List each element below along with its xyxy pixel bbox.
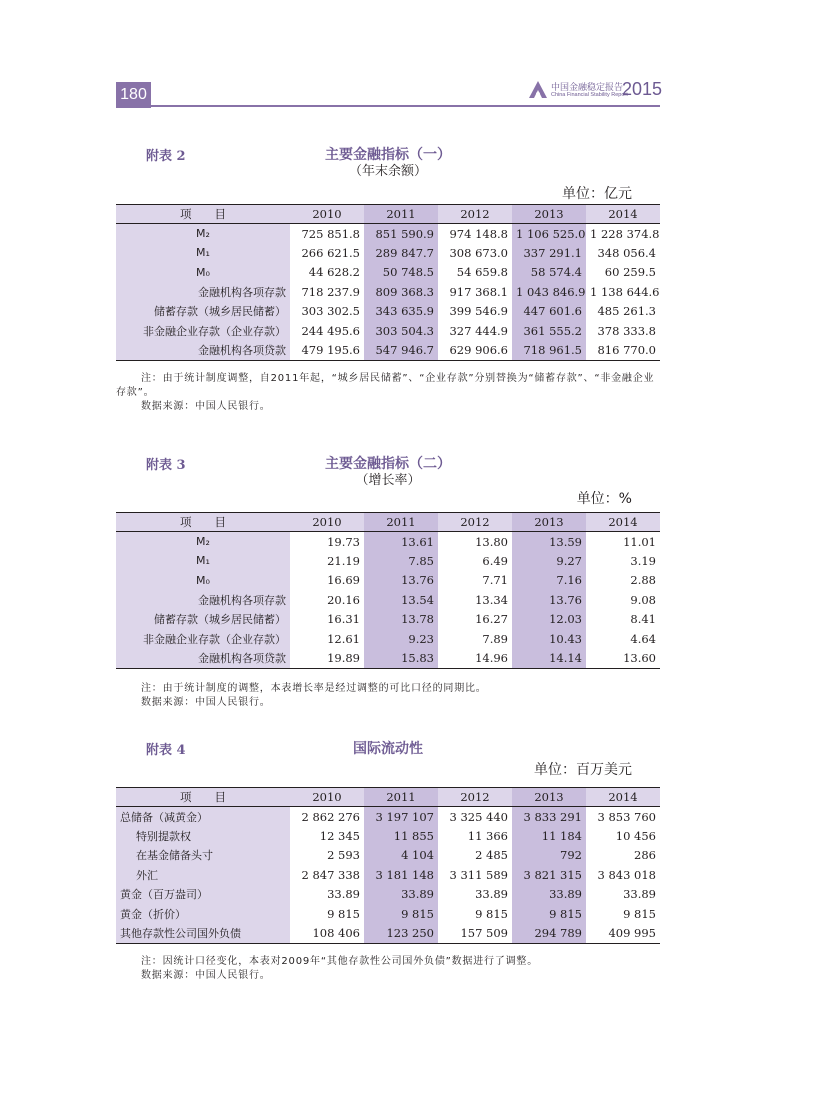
table-label: 附表 3 [146, 458, 186, 473]
report-year: 2015 [622, 79, 663, 99]
row-item: 特别提款权 [116, 826, 290, 846]
data-source-note: 数据来源：中国人民银行。 [141, 970, 271, 981]
table-cell: 14.96 [475, 651, 508, 665]
header-cell: 2013 [512, 205, 586, 224]
row-item: 非金融企业存款（企业存款） [116, 629, 290, 649]
table-cell: 3.19 [630, 553, 656, 568]
table-cell: 16.31 [327, 612, 360, 627]
table-cell: 294 789 [512, 924, 586, 944]
data-table [116, 204, 660, 361]
table-cell: 9 815 [623, 906, 656, 921]
table-cell: 44 628.2 [308, 265, 360, 280]
table-cell: 9 815 [364, 904, 438, 924]
table-cell: 3 843 018 [597, 867, 656, 882]
table-cell: 289 847.7 [364, 243, 438, 263]
table-unit: 单位：% [576, 491, 632, 507]
table-cell: 1 043 846.9 [512, 282, 586, 302]
table-cell: 7.89 [482, 631, 508, 646]
table-cell: 123 250 [364, 924, 438, 944]
header-cell: 项 目 [116, 788, 290, 807]
table-notes [116, 955, 660, 983]
header-cell: 2012 [438, 513, 512, 532]
table-unit: 单位：百万美元 [534, 762, 632, 778]
row-item: M₂ [116, 224, 290, 244]
table-cell: 816 770.0 [597, 343, 656, 357]
table-cell: 11 184 [512, 826, 586, 846]
table-cell: 16.27 [475, 612, 508, 627]
data-source-note: 数据来源：中国人民银行。 [141, 401, 271, 412]
row-item: 黄金（折价） [116, 904, 290, 924]
header-cell: 2010 [290, 205, 364, 224]
table-cell: 6.49 [482, 553, 508, 568]
table-cell: 3 311 589 [449, 867, 508, 882]
table-row [116, 826, 660, 846]
table-cell: 447 601.6 [512, 302, 586, 322]
table-cell: 10 456 [615, 828, 656, 843]
row-item: M₂ [116, 532, 290, 552]
row-item: 金融机构各项存款 [116, 282, 290, 302]
table-row [116, 571, 660, 591]
table-cell: 479 195.6 [301, 343, 360, 357]
table-title: 主要金融指标（二） [325, 456, 451, 472]
table-cell: 13.59 [512, 532, 586, 552]
table-cell: 718 961.5 [512, 341, 586, 361]
table-cell: 11 855 [364, 826, 438, 846]
data-table [116, 512, 660, 669]
table-row [116, 904, 660, 924]
table-cell: 286 [634, 848, 656, 863]
header-cell: 2010 [290, 513, 364, 532]
table-cell: 11.01 [623, 534, 656, 549]
header-cell: 2014 [586, 205, 660, 224]
table-cell: 9 815 [327, 906, 360, 921]
header-rule [116, 105, 660, 107]
table-cell: 1 106 525.0 [512, 224, 586, 244]
table-title: 国际流动性 [353, 741, 423, 757]
table-label: 附表 2 [146, 149, 186, 164]
table-cell: 33.89 [364, 885, 438, 905]
table-cell: 9.27 [512, 551, 586, 571]
table-cell: 3 853 760 [597, 809, 656, 824]
page-number: 180 [116, 82, 151, 108]
header-cell: 项 目 [116, 513, 290, 532]
table-cell: 718 237.9 [301, 284, 360, 299]
header-cell: 2011 [364, 513, 438, 532]
table-notes [116, 682, 660, 710]
table-cell: 54 659.8 [456, 265, 508, 280]
table-cell: 60 259.5 [604, 265, 656, 280]
table-cell: 378 333.8 [597, 323, 656, 338]
table-cell: 108 406 [312, 926, 360, 940]
table-cell: 327 444.9 [449, 323, 508, 338]
table-cell: 20.16 [327, 592, 360, 607]
table-cell: 337 291.1 [512, 243, 586, 263]
table-cell: 974 148.8 [449, 226, 508, 241]
table-cell: 3 197 107 [364, 807, 438, 827]
table-cell: 13.54 [364, 590, 438, 610]
table-cell: 2.88 [630, 573, 656, 588]
row-item: M₀ [116, 263, 290, 283]
table-row [116, 282, 660, 302]
table-cell: 19.73 [327, 534, 360, 549]
table-cell: 2 847 338 [301, 867, 360, 882]
table-row [116, 590, 660, 610]
table-cell: 348 056.4 [597, 245, 656, 260]
table-cell: 409 995 [608, 926, 656, 940]
row-item: 在基金储备头寸 [116, 846, 290, 866]
table-cell: 13.61 [364, 532, 438, 552]
data-table [116, 787, 660, 944]
header-cell: 2013 [512, 788, 586, 807]
table-cell: 15.83 [364, 649, 438, 669]
table-cell: 303 504.3 [364, 321, 438, 341]
table-cell: 11 366 [467, 828, 508, 843]
table-cell: 8.41 [630, 612, 656, 627]
table-cell: 9.08 [630, 592, 656, 607]
table-cell: 485 261.3 [597, 304, 656, 319]
row-item: 金融机构各项贷款 [116, 649, 290, 669]
table-header-row [116, 788, 660, 807]
table-cell: 7.85 [364, 551, 438, 571]
header-cell: 2011 [364, 788, 438, 807]
table-cell: 1 228 374.8 [590, 226, 660, 241]
report-title-cn: 中国金融稳定报告 [551, 83, 624, 93]
row-item: M₁ [116, 551, 290, 571]
table-subtitle: （增长率） [355, 473, 421, 488]
header-cell: 2010 [290, 788, 364, 807]
table-cell: 9 815 [475, 906, 508, 921]
row-item: 储蓄存款（城乡居民储蓄） [116, 302, 290, 322]
table-cell: 13.60 [623, 651, 656, 665]
table-cell: 14.14 [512, 649, 586, 669]
table-cell: 21.19 [327, 553, 360, 568]
table-cell: 13.76 [512, 590, 586, 610]
table-header-row [116, 205, 660, 224]
table-subtitle: （年末余额） [348, 164, 427, 179]
table-row [116, 865, 660, 885]
table-label: 附表 4 [146, 743, 186, 758]
table-cell: 3 821 315 [512, 865, 586, 885]
header-cell: 2011 [364, 205, 438, 224]
table-cell: 13.78 [364, 610, 438, 630]
table-row [116, 649, 660, 669]
row-item: 外汇 [116, 865, 290, 885]
table-row [116, 924, 660, 944]
table-cell: 13.80 [475, 534, 508, 549]
table-title: 主要金融指标（一） [325, 147, 451, 163]
table-cell: 33.89 [512, 885, 586, 905]
table-cell: 50 748.5 [364, 263, 438, 283]
table-notes [116, 372, 660, 414]
table-note: 注：因统计口径变化，本表对2009年“其他存款性公司国外负债”数据进行了调整。 [141, 956, 539, 967]
table-cell: 2 862 276 [301, 809, 360, 824]
table-cell: 2 593 [327, 848, 360, 863]
table-cell: 58 574.4 [512, 263, 586, 283]
table-unit: 单位：亿元 [562, 186, 632, 202]
table-cell: 12.03 [512, 610, 586, 630]
table-row [116, 846, 660, 866]
table-row [116, 610, 660, 630]
table-row [116, 321, 660, 341]
row-item: 黄金（百万盎司） [116, 885, 290, 905]
table-cell: 7.71 [482, 573, 508, 588]
table-row [116, 532, 660, 552]
table-cell: 9 815 [512, 904, 586, 924]
table-cell: 3 833 291 [512, 807, 586, 827]
table-cell: 33.89 [623, 887, 656, 902]
table-cell: 343 635.9 [364, 302, 438, 322]
table-row [116, 341, 660, 361]
table-cell: 9.23 [364, 629, 438, 649]
table-cell: 16.69 [327, 573, 360, 588]
data-source-note: 数据来源：中国人民银行。 [141, 697, 271, 708]
table-row [116, 224, 660, 244]
table-cell: 7.16 [512, 571, 586, 591]
table-cell: 1 138 644.6 [590, 284, 660, 299]
row-item: M₀ [116, 571, 290, 591]
table-cell: 809 368.3 [364, 282, 438, 302]
table-cell: 3 181 148 [364, 865, 438, 885]
row-item: M₁ [116, 243, 290, 263]
table-cell: 629 906.6 [449, 343, 508, 357]
table-cell: 12.61 [327, 631, 360, 646]
row-item: 储蓄存款（城乡居民储蓄） [116, 610, 290, 630]
header-cell: 2012 [438, 205, 512, 224]
table-cell: 33.89 [475, 887, 508, 902]
table-cell: 851 590.9 [364, 224, 438, 244]
table-cell: 3 325 440 [449, 809, 508, 824]
header-cell: 2014 [586, 513, 660, 532]
table-cell: 725 851.8 [301, 226, 360, 241]
table-cell: 19.89 [327, 651, 360, 665]
table-header-row [116, 513, 660, 532]
report-title-en: China Financial Stability Report [551, 92, 628, 98]
table-cell: 2 485 [475, 848, 508, 863]
table-row [116, 885, 660, 905]
table-cell: 33.89 [327, 887, 360, 902]
table-note: 注：由于统计制度调整，自2011年起，“城乡居民储蓄”、“企业存款”分别替换为“储蓄存款”、“非金融企业存款”。 [116, 373, 655, 398]
report-logo-icon [527, 79, 549, 101]
table-cell: 12 345 [319, 828, 360, 843]
row-item: 金融机构各项存款 [116, 590, 290, 610]
table-note: 注：由于统计制度的调整，本表增长率是经过调整的可比口径的同期比。 [141, 683, 487, 694]
table-cell: 547 946.7 [364, 341, 438, 361]
table-row [116, 551, 660, 571]
table-cell: 399 546.9 [449, 304, 508, 319]
table-cell: 244 495.6 [301, 323, 360, 338]
header-cell: 2014 [586, 788, 660, 807]
table-cell: 308 673.0 [449, 245, 508, 260]
table-row [116, 263, 660, 283]
table-cell: 13.76 [364, 571, 438, 591]
table-row [116, 302, 660, 322]
table-cell: 4.64 [630, 631, 656, 646]
header-cell: 2012 [438, 788, 512, 807]
header-cell: 项 目 [116, 205, 290, 224]
row-item: 金融机构各项贷款 [116, 341, 290, 361]
header-cell: 2013 [512, 513, 586, 532]
table-cell: 10.43 [512, 629, 586, 649]
table-cell: 792 [512, 846, 586, 866]
table-row [116, 629, 660, 649]
row-item: 其他存款性公司国外负债 [116, 924, 290, 944]
table-cell: 13.34 [475, 592, 508, 607]
table-cell: 917 368.1 [449, 284, 508, 299]
table-cell: 361 555.2 [512, 321, 586, 341]
table-cell: 303 302.5 [301, 304, 360, 319]
table-row [116, 243, 660, 263]
row-item: 总储备（减黄金） [116, 807, 290, 827]
table-cell: 4 104 [364, 846, 438, 866]
table-row [116, 807, 660, 827]
table-cell: 157 509 [460, 926, 508, 940]
table-cell: 266 621.5 [301, 245, 360, 260]
row-item: 非金融企业存款（企业存款） [116, 321, 290, 341]
